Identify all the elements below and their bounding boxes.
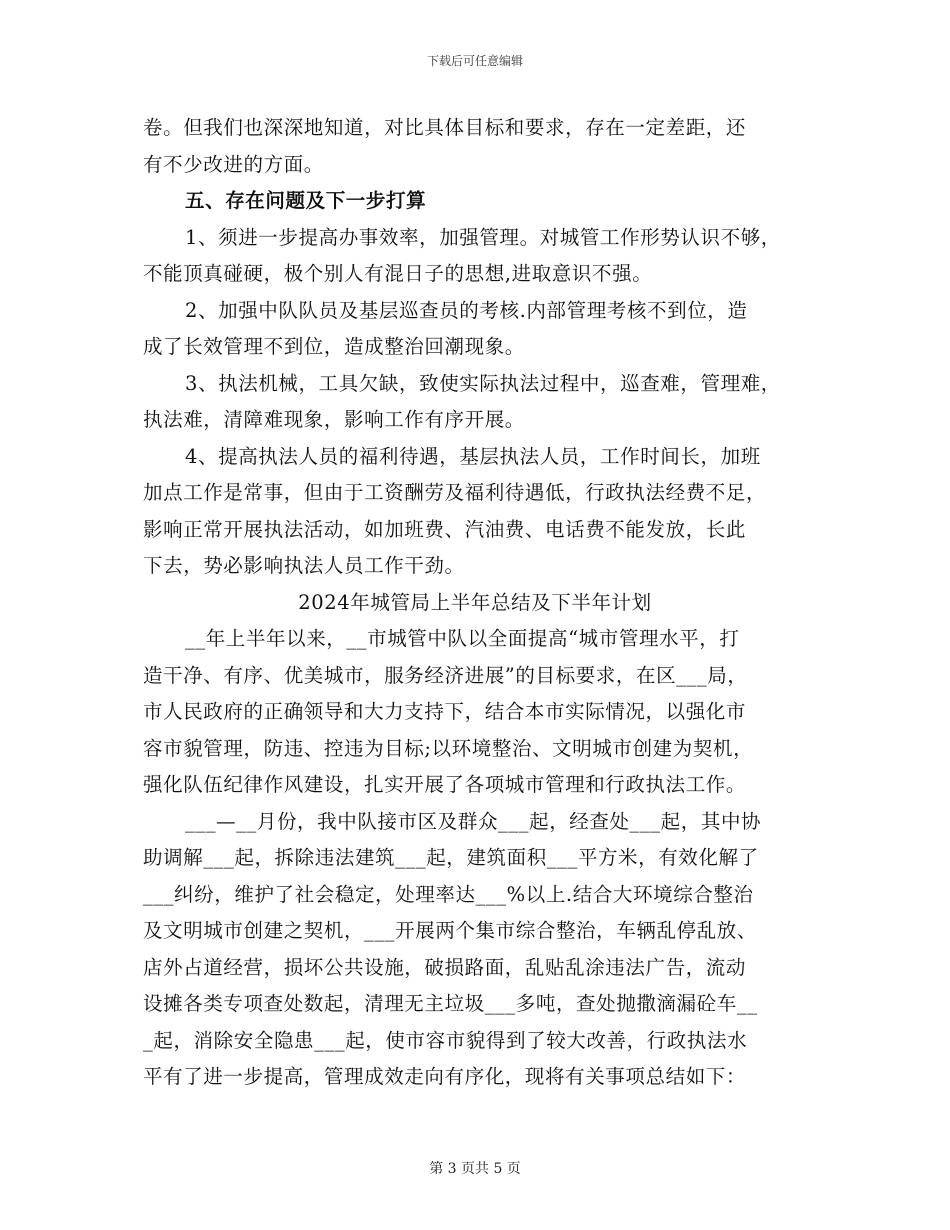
text-line: 不能顶真碰硬，极个别人有混日子的思想,进取意识不强。 (143, 262, 653, 285)
page-footer: 第 3 页共 5 页 (429, 1161, 521, 1177)
text-line: ___纠纷，维护了社会稳定，处理率达___%以上.结合大环境综合整治 (143, 882, 754, 906)
text-line: 成了长效管理不到位，造成整治回潮现象。 (143, 335, 525, 358)
text-line: 助调解___起，拆除违法建筑___起，建筑面积___平方米，有效化解了 (143, 846, 759, 869)
text-line: 造干净、有序、优美城市，服务经济进展”的目标要求，在区___局， (143, 663, 748, 687)
document-body (143, 110, 807, 1096)
text-line: 市人民政府的正确领导和大力支持下，结合本市实际情况，以强化市 (143, 700, 747, 723)
text-line: ___—__月份，我中队接市区及群众___起，经查处___起，其中协 (185, 809, 762, 833)
text-line: __年上半年以来，__市城管中队以全面提高“城市管理水平，打 (185, 627, 740, 650)
page-header: 下载后可任意编辑 (426, 54, 523, 68)
text-line: 及文明城市创建之契机，___开展两个集市综合整治，车辆乱停乱放、 (143, 919, 757, 942)
text-line: 卷。但我们也深深地知道，对比具体目标和要求，存在一定差距，还 (143, 116, 747, 139)
text-line: 3、执法机械，工具欠缺，致使实际执法过程中，巡查难，管理难， (185, 371, 781, 395)
text-line: 强化队伍纪律作风建设，扎实开展了各项城市管理和行政执法工作。 (143, 773, 747, 796)
text-line: 容市貌管理，防违、控违为目标;以环境整治、文明城市创建为契机， (143, 736, 754, 760)
section-heading: 五、存在问题及下一步打算 (185, 189, 427, 212)
text-line: 4、提高执法人员的福利待遇，基层执法人员，工作时间长，加班 (185, 444, 761, 468)
text-line: 影响正常开展执法活动，如加班费、汽油费、电话费不能发放，长此 (143, 517, 747, 541)
text-line: 店外占道经营，损坏公共设施，破损路面，乱贴乱涂违法广告，流动 (143, 955, 747, 979)
text-line: 设摊各类专项查处数起，清理无主垃圾___多吨，查处抛撒滴漏砼车__ (143, 992, 758, 1015)
text-line: 有不少改进的方面。 (143, 152, 324, 176)
text-line: 加点工作是常事，但由于工资酬劳及福利待遇低，行政执法经费不足， (143, 481, 767, 504)
text-line: _起，消除安全隐患___起，使市容市貌得到了较大改善，行政执法水 (143, 1028, 748, 1052)
document-title: 2024年城管局上半年总结及下半年计划 (298, 590, 652, 614)
text-line: 下去，势必影响执法人员工作干劲。 (143, 554, 465, 577)
text-line: 2、加强中队队员及基层巡查员的考核.内部管理考核不到位，造 (185, 298, 748, 322)
text-line: 平有了进一步提高，管理成效走向有序化，现将有关事项总结如下： (143, 1065, 747, 1088)
text-line: 1、须进一步提高办事效率，加强管理。对城管工作形势认识不够， (185, 225, 781, 249)
text-line: 执法难，清障难现象，影响工作有序开展。 (143, 408, 525, 431)
